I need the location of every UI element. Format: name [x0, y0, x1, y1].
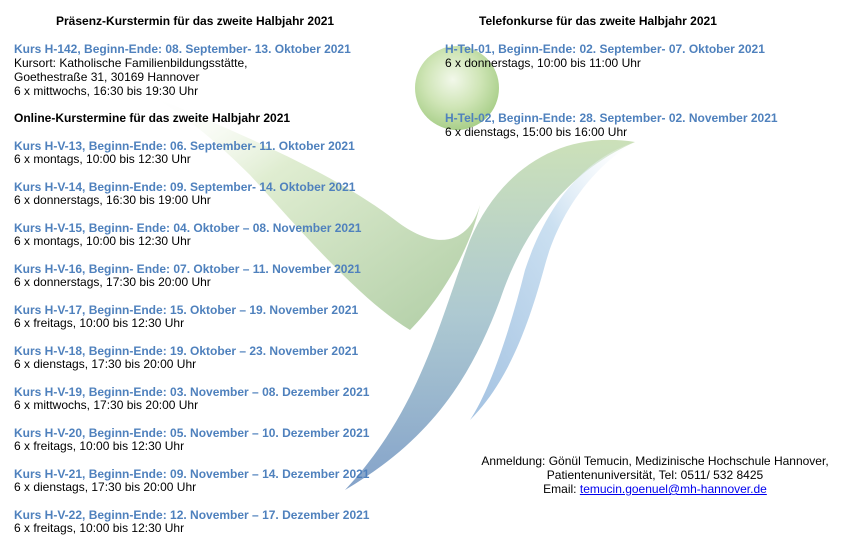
online-course-title: Kurs H-V-13, Beginn-Ende: 06. September- 11. Oktober 2021	[14, 139, 355, 153]
online-course-schedule: 6 x donnerstags, 16:30 bis 19:00 Uhr	[14, 193, 211, 207]
online-course-title: Kurs H-V-20, Beginn-Ende: 05. November – 10. Dezember 2021	[14, 426, 370, 440]
telefon-course-schedule: 6 x donnerstags, 10:00 bis 11:00 Uhr	[445, 56, 641, 70]
online-course-schedule: 6 x dienstags, 17:30 bis 20:00 Uhr	[14, 480, 197, 494]
online-course-schedule: 6 x mittwochs, 17:30 bis 20:00 Uhr	[14, 398, 199, 412]
online-course-schedule: 6 x freitags, 10:00 bis 12:30 Uhr	[14, 439, 185, 453]
online-course-title: Kurs H-V-21, Beginn-Ende: 09. November – 14. Dezember 2021	[14, 467, 370, 481]
online-course-schedule: 6 x montags, 10:00 bis 12:30 Uhr	[14, 152, 191, 166]
online-course-title: Kurs H-V-14, Beginn-Ende: 09. September- 14. Oktober 2021	[14, 180, 356, 194]
online-course-title: Kurs H-V-19, Beginn-Ende: 03. November – 08. Dezember 2021	[14, 385, 370, 399]
telefon-heading: Telefonkurse für das zweite Halbjahr 2021	[479, 14, 717, 28]
contact-email-label: Email:	[543, 482, 580, 496]
praesenz-heading: Präsenz-Kurstermin für das zweite Halbjahr 2021	[56, 14, 335, 28]
contact-line1: Anmeldung: Gönül Temucin, Medizinische Hochschule Hannover,	[481, 454, 829, 468]
contact-line2: Patientenuniversität, Tel: 0511/ 532 8425	[546, 468, 764, 482]
online-course-schedule: 6 x freitags, 10:00 bis 12:30 Uhr	[14, 316, 185, 330]
praesenz-course-place-line2: Goethestraße 31, 30169 Hannover	[14, 70, 200, 84]
online-heading: Online-Kurstermine für das zweite Halbjahr 2021	[14, 111, 291, 125]
praesenz-course-schedule: 6 x mittwochs, 16:30 bis 19:30 Uhr	[14, 84, 199, 98]
praesenz-course-place-line1: Kursort: Katholische Familienbildungsstätte,	[14, 56, 248, 70]
logo-left-arm	[150, 95, 480, 330]
online-course-schedule: 6 x dienstags, 17:30 bis 20:00 Uhr	[14, 357, 197, 371]
online-course-title: Kurs H-V-17, Beginn-Ende: 15. Oktober – 19. November 2021	[14, 303, 359, 317]
contact-block	[470, 454, 840, 496]
telefon-course-title: H-Tel-01, Beginn-Ende: 02. September- 07. Oktober 2021	[445, 42, 765, 56]
online-course-schedule: 6 x freitags, 10:00 bis 12:30 Uhr	[14, 521, 185, 535]
praesenz-course-title: Kurs H-142, Beginn-Ende: 08. September- 13. Oktober 2021	[14, 42, 351, 56]
online-course-title: Kurs H-V-22, Beginn-Ende: 12. November – 17. Dezember 2021	[14, 508, 370, 522]
contact-email-link[interactable]: temucin.goenuel@mh-hannover.de	[579, 482, 767, 496]
telefon-course-schedule: 6 x dienstags, 15:00 bis 16:00 Uhr	[445, 125, 628, 139]
online-course-title: Kurs H-V-16, Beginn- Ende: 07. Oktober – 11. November 2021	[14, 262, 361, 276]
online-course-schedule: 6 x montags, 10:00 bis 12:30 Uhr	[14, 234, 191, 248]
online-course-schedule: 6 x donnerstags, 17:30 bis 20:00 Uhr	[14, 275, 211, 289]
contact-email-line	[470, 482, 840, 496]
online-course-title: Kurs H-V-18, Beginn-Ende: 19. Oktober – 23. November 2021	[14, 344, 359, 358]
telefon-course-title: H-Tel-02, Beginn-Ende: 28. September- 02. November 2021	[445, 111, 778, 125]
online-course-title: Kurs H-V-15, Beginn- Ende: 04. Oktober – 08. November 2021	[14, 221, 362, 235]
